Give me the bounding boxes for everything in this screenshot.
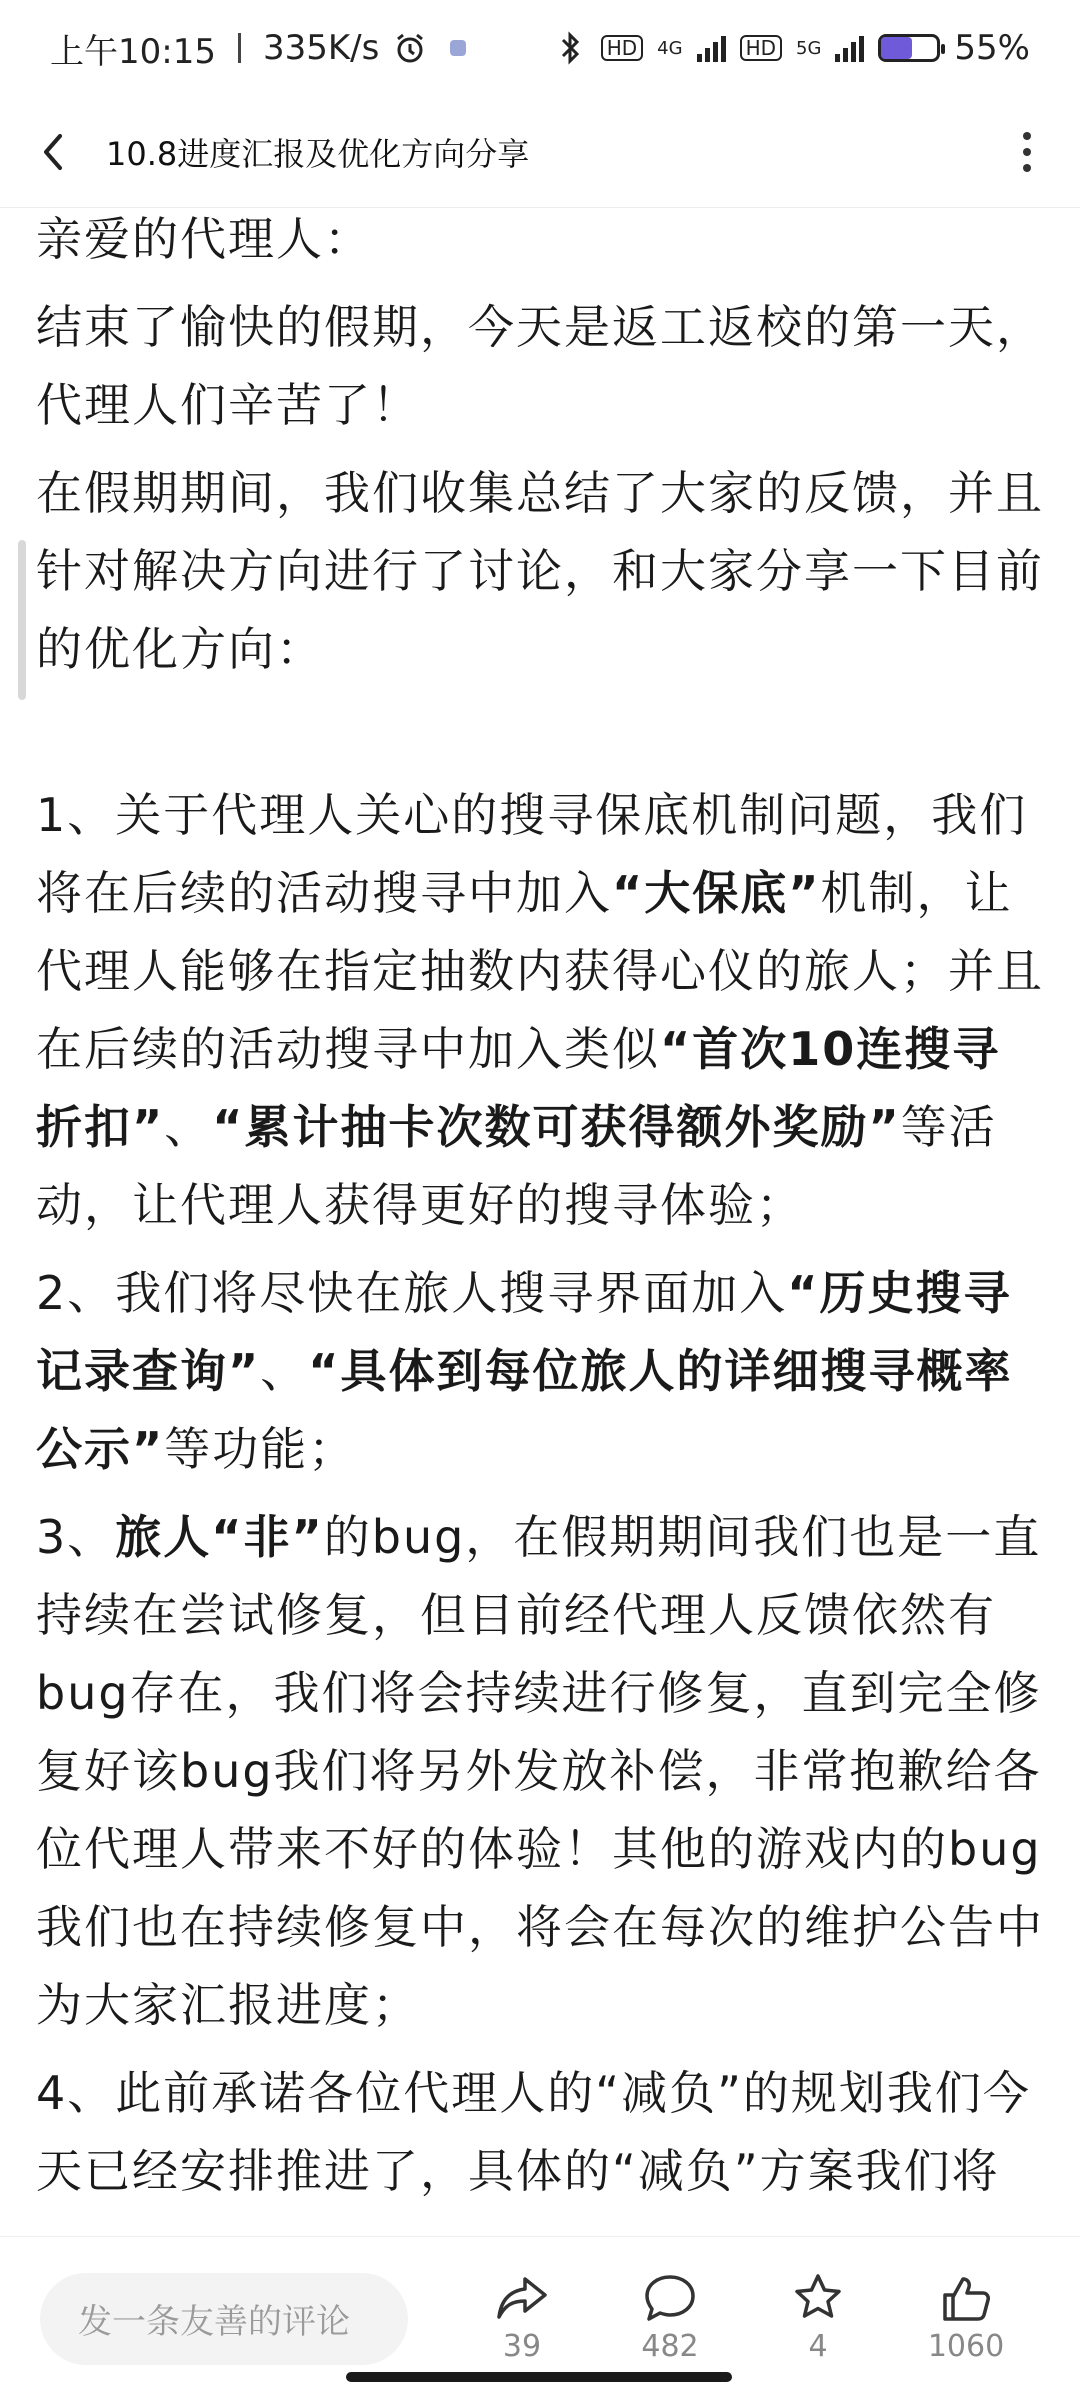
like-count: 1060 [927,2329,1005,2364]
signal-strength-icon-2 [835,34,864,62]
comment-placeholder: 发一条友善的评论 [78,2302,350,2342]
chevron-left-icon [38,132,68,172]
status-left [50,24,475,73]
status-bar [0,0,1080,96]
article-body [36,200,1046,2230]
list-item-4: 4、此前承诺各位代理人的“减负”的规划我们今天已经安排推进了，具体的“减负”方案我们将 [36,2066,1031,2198]
network-speed: 335K/s [262,28,380,68]
comment-count: 482 [641,2329,699,2364]
share-button[interactable] [448,2273,596,2364]
more-options-button[interactable] [1004,129,1050,175]
paragraph-2: 在假期期间，我们收集总结了大家的反馈，并且针对解决方向进行了讨论，和大家分享一下目前的优化方向： [36,466,1044,676]
page-title: 10.8进度汇报及优化方向分享 [106,134,530,173]
status-right [553,28,1030,68]
thumbs-up-icon [939,2273,993,2323]
network-type-4g: 4G [657,37,683,59]
signal-strength-icon [697,34,726,62]
share-count: 39 [502,2329,542,2364]
more-dot-icon [1023,148,1031,156]
favorite-count: 4 [808,2329,828,2364]
scroll-indicator[interactable] [18,540,26,700]
star-icon [791,2273,845,2323]
status-time: 上午10:15 [50,31,216,72]
list-item-2: 2、我们将尽快在旅人搜寻界面加入“历史搜寻记录查询”、“具体到每位旅人的详细搜寻概率公示”等功能； [36,1266,1013,1476]
header [0,96,1080,208]
hd-badge-1: HD [601,35,643,61]
more-dot-icon [1023,132,1031,140]
battery-percent: 55% [954,28,1030,68]
paragraph-1: 结束了愉快的假期，今天是返工返校的第一天，代理人们辛苦了！ [36,300,1044,432]
network-type-5g: 5G [796,37,822,59]
like-button[interactable] [892,2273,1040,2364]
status-separator [238,33,241,63]
back-button[interactable] [30,129,76,175]
comment-bubble-icon [643,2273,697,2323]
battery-fill [881,37,912,59]
alarm-icon [393,31,427,65]
share-icon [495,2273,549,2323]
list-item-3: 3、旅人“非”的bug，在假期期间我们也是一直持续在尝试修复，但目前经代理人反馈依然有bug存在，我们将会持续进行修复，直到完全修复好该bug我们将另外发放补偿，非常抱歉给各位代理人带来不好的体验！其他的游戏内的bug我们也在持续修复中，将会在每次的维护公告中为大家汇报进度； [36,1510,1044,2032]
notification-app-icon [441,31,475,65]
spacer [36,698,1046,776]
comment-input[interactable] [40,2273,408,2365]
greeting: 亲爱的代理人： [36,212,372,266]
comment-button[interactable] [596,2273,744,2364]
home-indicator[interactable] [346,2372,732,2382]
list-item-1: 1、关于代理人关心的搜寻保底机制问题，我们将在后续的活动搜寻中加入“大保底”机制，让代理人能够在指定抽数内获得心仪的旅人；并且在后续的活动搜寻中加入类似“首次10连搜寻折扣”、“累计抽卡次数可获得额外奖励”等活动，让代理人获得更好的搜寻体验； [36,788,1044,1232]
battery-icon [878,34,940,62]
favorite-button[interactable] [744,2273,892,2364]
more-dot-icon [1023,164,1031,172]
bluetooth-icon [553,31,587,65]
action-group [448,2273,1040,2364]
hd-badge-2: HD [740,35,782,61]
